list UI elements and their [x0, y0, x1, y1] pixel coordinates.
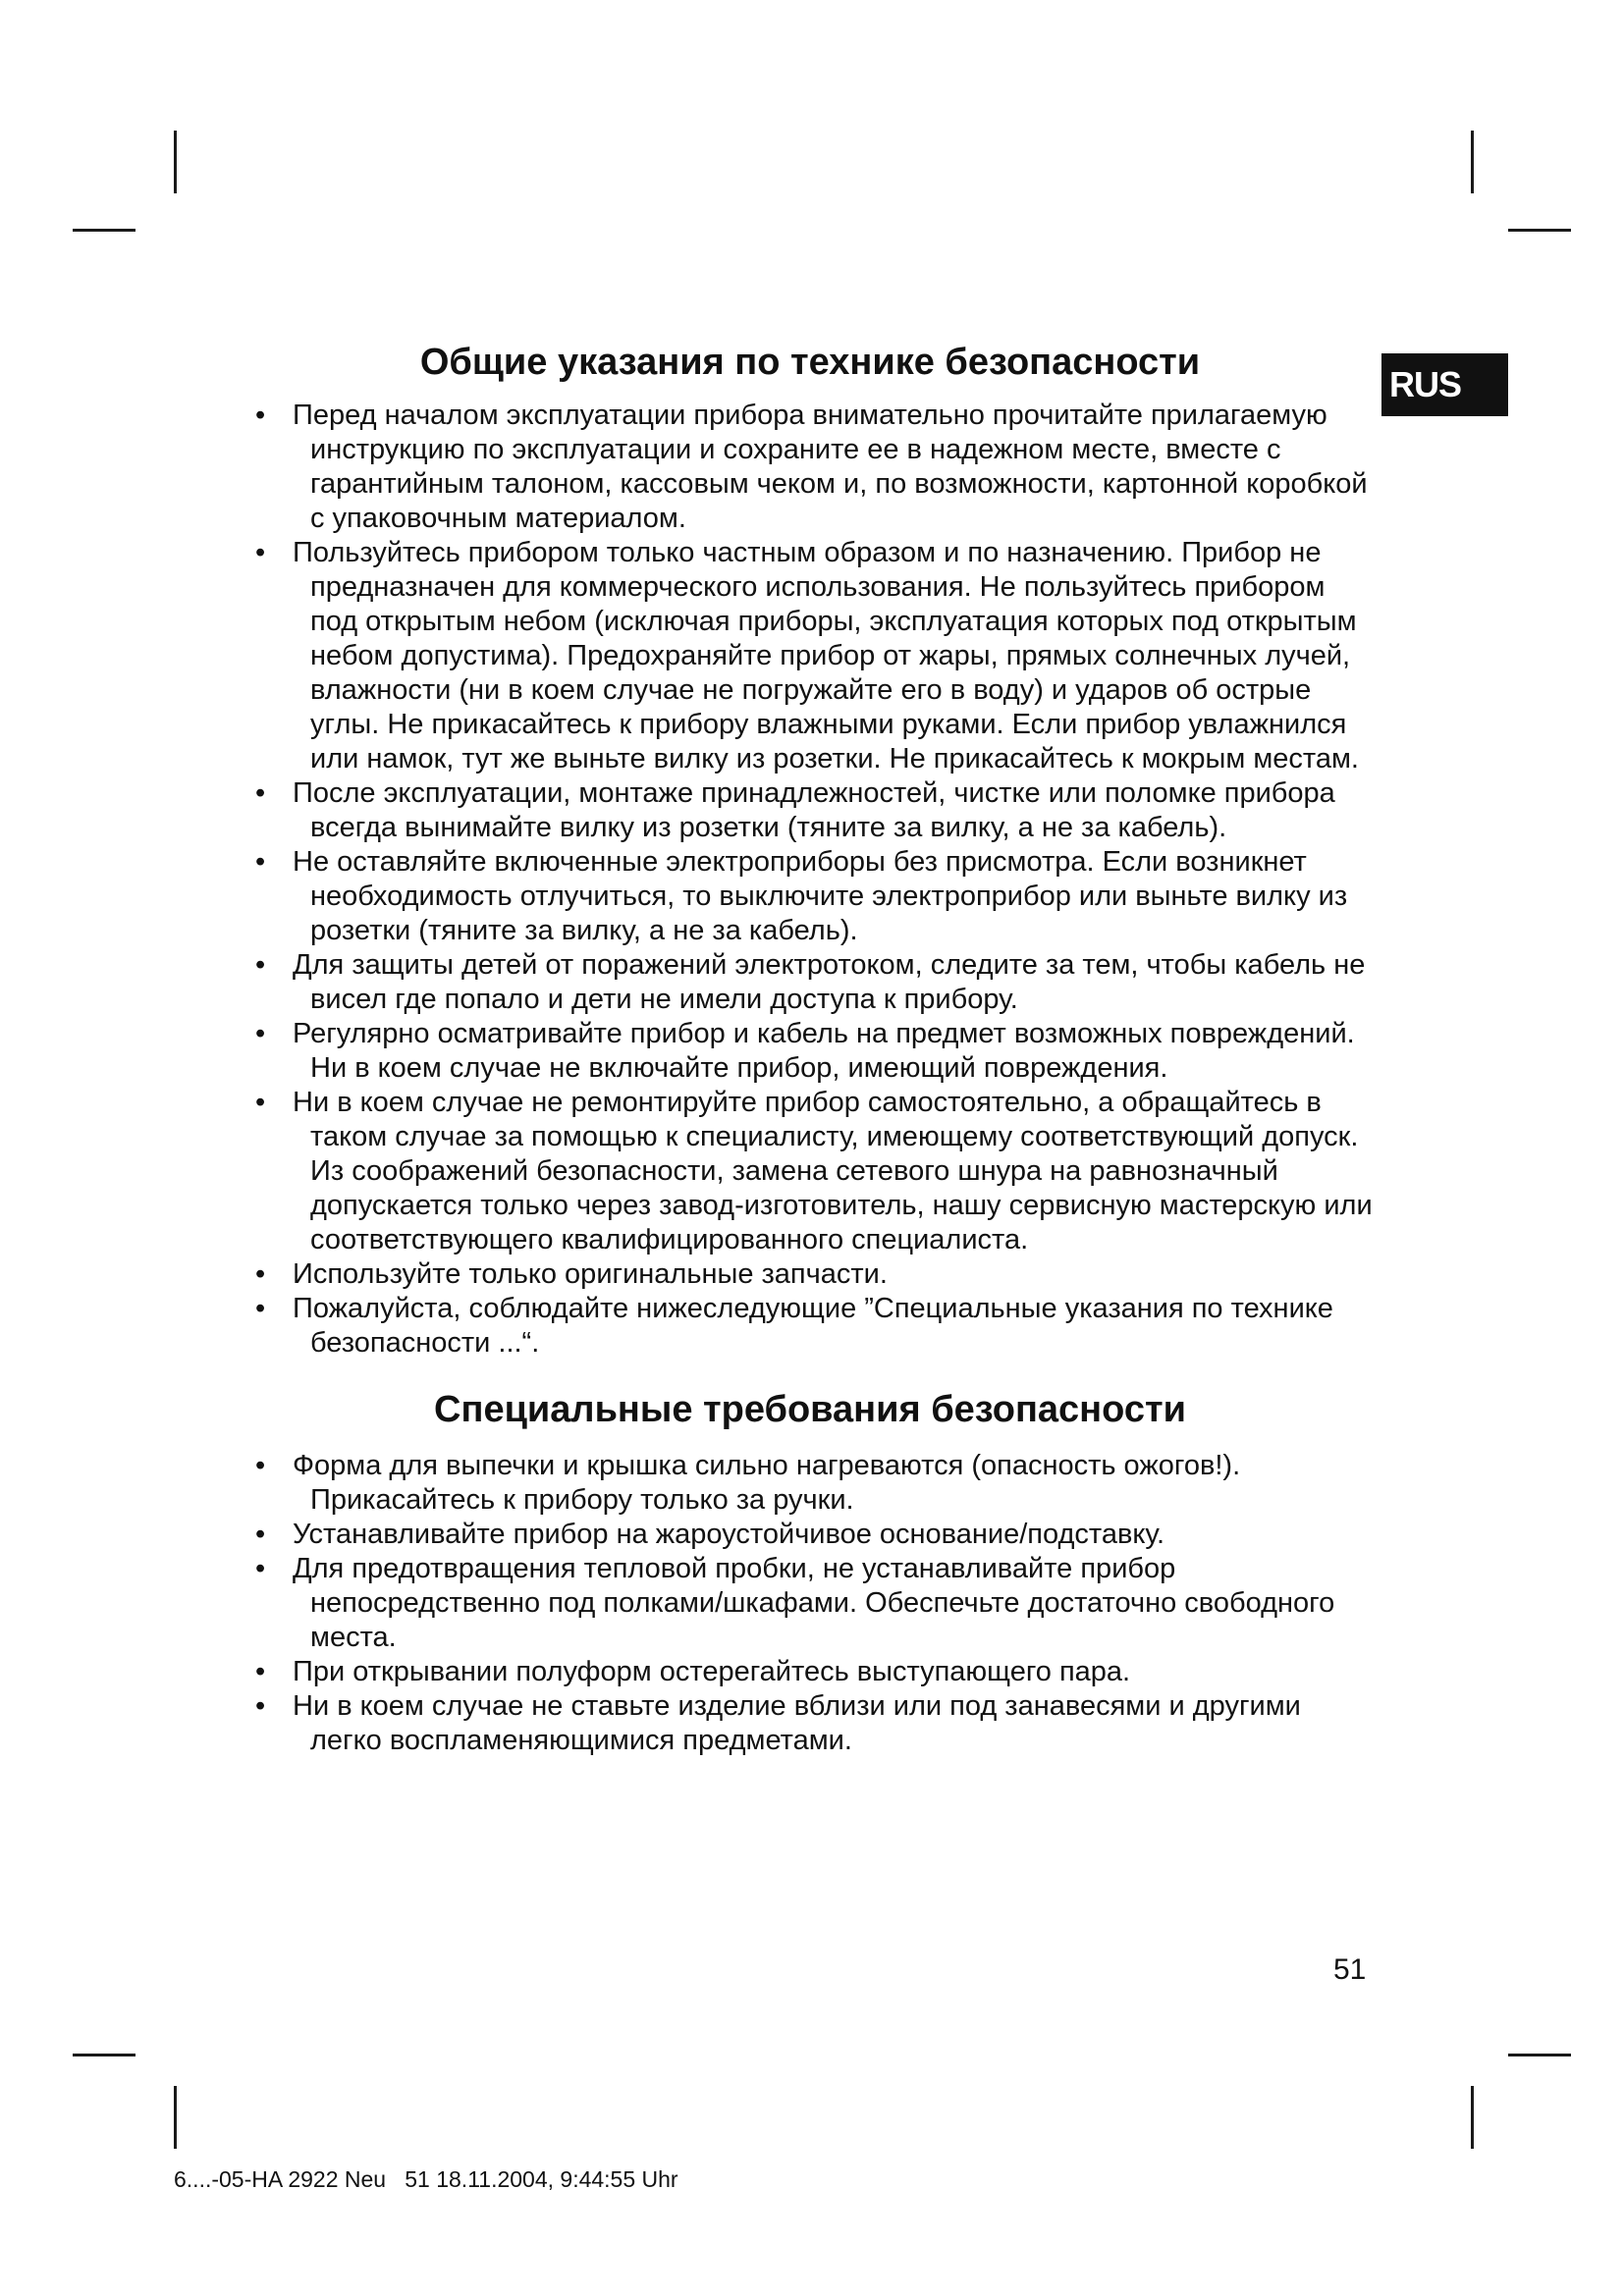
document-body	[255, 339, 1375, 1758]
list-item: • Форма для выпечки и крышка сильно нагреваются (опасность ожогов!). Прикасайтесь к прибору только за ручки.	[255, 1449, 1375, 1518]
section-title-general-safety: Общие указания по технике безопасности	[419, 342, 1201, 383]
list-item: • При открывании полуформ остерегайтесь выступающего пара.	[255, 1655, 1375, 1689]
crop-mark-bottom-left-vertical	[174, 2086, 177, 2149]
crop-mark-top-right-vertical	[1471, 131, 1474, 193]
list-item: • Не оставляйте включенные электроприборы без присмотра. Если возникнет необходимость отлучиться, то выключите электроприбор или выньте вилку из розетки (тяните за вилку, а не за кабель).	[255, 845, 1375, 948]
list-item: • Ни в коем случае не ремонтируйте прибор самостоятельно, а обращайтесь в таком случае за помощью к специалисту, имеющему соответствующий допуск. Из соображений безопасности, замена сетевого шнура на равнозначный допускается только через завод-изготовитель, нашу сервисную мастерскую или соответствующего квалифицированного специалиста.	[255, 1086, 1375, 1257]
crop-mark-bottom-right-vertical	[1471, 2086, 1474, 2149]
list-item: • Устанавливайте прибор на жароустойчивое основание/подставку.	[255, 1518, 1375, 1552]
list-item: • Для защиты детей от поражений электротоком, следите за тем, чтобы кабель не висел где попало и дети не имели доступа к прибору.	[255, 948, 1375, 1017]
list-item: • Ни в коем случае не ставьте изделие вблизи или под занавесями и другими легко воспламеняющимися предметами.	[255, 1689, 1375, 1758]
special-safety-list	[255, 1449, 1375, 1758]
list-item: • После эксплуатации, монтаже принадлежностей, чистке или поломке прибора всегда вынимайте вилку из розетки (тяните за вилку, а не за кабель).	[255, 776, 1375, 845]
list-item: • Перед началом эксплуатации прибора внимательно прочитайте прилагаемую инструкцию по эксплуатации и сохраните ее в надежном месте, вместе с гарантийным талоном, кассовым чеком и, по возможности, картонной коробкой с упаковочным материалом.	[255, 399, 1375, 536]
list-item: • Регулярно осматривайте прибор и кабель на предмет возможных повреждений. Ни в коем случае не включайте прибор, имеющий повреждения.	[255, 1017, 1375, 1086]
language-tab: RUS	[1381, 353, 1508, 416]
list-item: • Используйте только оригинальные запчасти.	[255, 1257, 1375, 1292]
list-item: • Пользуйтесь прибором только частным образом и по назначению. Прибор не предназначен для коммерческого использования. Не пользуйтесь прибором под открытым небом (исключая приборы, эксплуатация которых под открытым небом допустима). Предохраняйте прибор от жары, прямых солнечных лучей, влажности (ни в коем случае не погружайте его в воду) и ударов об острые углы. Не прикасайтесь к прибору влажными руками. Если прибор увлажнился или намок, тут же выньте вилку из розетки. Не прикасайтесь к мокрым местам.	[255, 536, 1375, 776]
section-title-special-safety: Специальные требования безопасности	[434, 1389, 1186, 1431]
crop-mark-top-left-horizontal	[73, 229, 135, 232]
page-number: 51	[1333, 1953, 1367, 1986]
crop-mark-bottom-right-horizontal	[1508, 2054, 1571, 2056]
print-footer: 6....-05-HA 2922 Neu 51 18.11.2004, 9:44:55 Uhr	[174, 2166, 678, 2192]
general-safety-list	[255, 399, 1375, 1361]
list-item: • Для предотвращения тепловой пробки, не устанавливайте прибор непосредственно под полками/шкафами. Обеспечьте достаточно свободного места.	[255, 1552, 1375, 1655]
crop-mark-top-left-vertical	[174, 131, 177, 193]
crop-mark-top-right-horizontal	[1508, 229, 1571, 232]
list-item: • Пожалуйста, соблюдайте нижеследующие ”Специальные указания по технике безопасности ...“.	[255, 1292, 1375, 1361]
crop-mark-bottom-left-horizontal	[73, 2054, 135, 2056]
